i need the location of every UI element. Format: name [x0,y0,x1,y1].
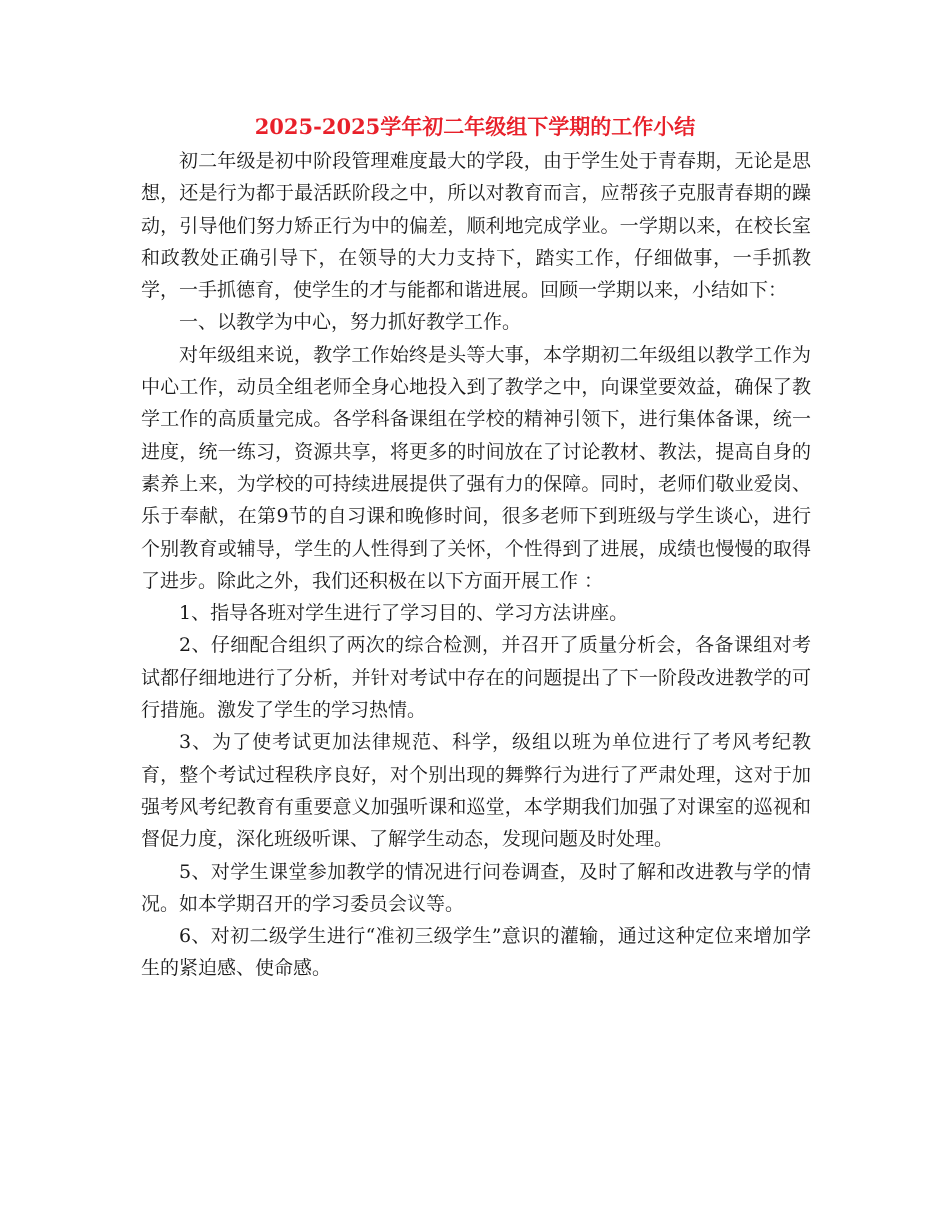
list-item: 1、指导各班对学生进行了学习目的、学习方法讲座。 [179,602,629,625]
section-heading: 一、以教学为中心，努力抓好教学工作。 [179,311,522,334]
list-item: 2、仔细配合组织了两次的综合检测，并召开了质量分析会，各备课组对考试都仔细地进行了分析，并针对考试中存在的问题提出了下一阶段改进教学的可行措施。激发了学生的学习热情。 [141,634,811,722]
list-item: 5、对学生课堂参加教学的情况进行问卷调查，及时了解和改进教与学的情况。如本学期召开的学习委员会议等。 [141,860,811,915]
paragraph: 对年级组来说，教学工作始终是头等大事，本学期初二年级组以教学工作为中心工作，动员全组老师全身心地投入到了教学之中，向课堂要效益，确保了教学工作的高质量完成。各学科备课组在学校的精神引领下，进行集体备课，统一进度，统一练习，资源共享，将更多的时间放在了讨论教材、教法，提高自身的素养上来，为学校的可持续进展提供了强有力的保障。同时，老师们敬业爱岗、乐于奉献，在第9节的自习课和晚修时间，很多老师下到班级与学生谈心，进行个别教育或辅导，学生的人性得到了关怀，个性得到了进展，成绩也慢慢的取得了进步。除此之外，我们还积极在以下方面开展工作 ： [141,343,811,592]
list-item: 6、对初二级学生进行“准初三级学生”意识的灌输，通过这种定位来增加学生的紧迫感、使命感。 [141,925,811,980]
document-body [141,145,811,985]
paragraph: 初二年级是初中阶段管理难度最大的学段，由于学生处于青春期，无论是思想，还是行为都于最活跃阶段之中，所以对教育而言，应帮孩子克服青春期的躁动，引导他们努力矫正行为中的偏差，顺利地完成学业。一学期以来，在校长室和政教处正确引导下，在领导的大力支持下，踏实工作，仔细做事，一手抓教学，一手抓德育，使学生的才与能都和谐进展。回顾一学期以来，小结如下： [141,150,811,302]
document-title: 2025-2025学年初二年级组下学期的工作小结 [254,114,696,139]
list-item: 3、为了使考试更加法律规范、科学，级组以班为单位进行了考风考纪教育，整个考试过程秩序良好，对个别出现的舞弊行为进行了严肃处理，这对于加强考风考纪教育有重要意义加强听课和巡堂，本学期我们加强了对课室的巡视和督促力度，深化班级听课、了解学生动态，发现问题及时处理。 [141,731,811,851]
